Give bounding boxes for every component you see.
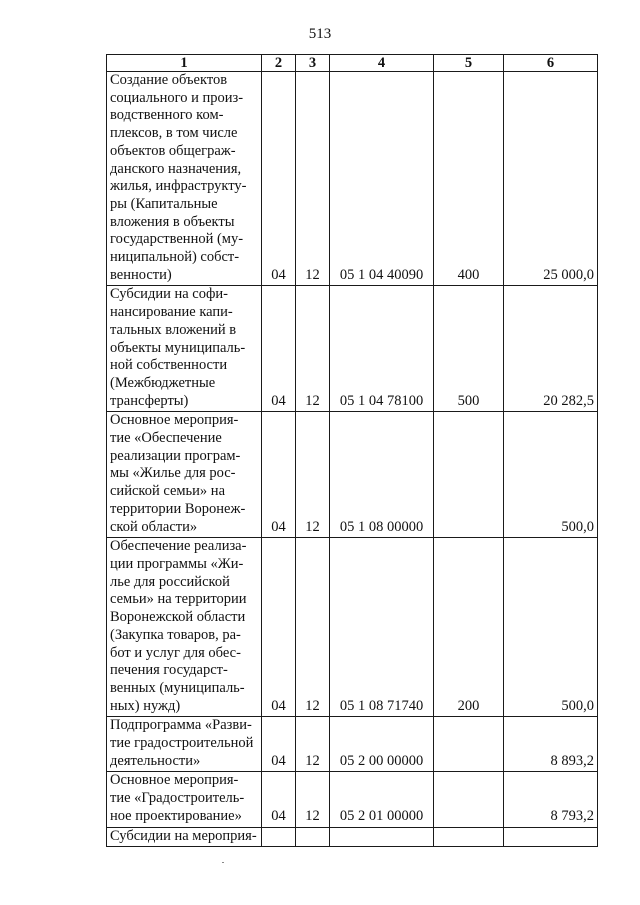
expense-type-code: 200 — [434, 538, 504, 717]
row-name: Основное мероприя- тие «Обеспечение реализации програм- мы «Жилье для рос- сийской семьи» на территории Воронеж- ской области» — [110, 412, 246, 535]
table-row — [107, 286, 598, 412]
subsection-code: 12 — [296, 286, 330, 412]
expense-type-code: 400 — [434, 72, 504, 286]
section-code — [262, 827, 296, 847]
table-row — [107, 717, 598, 772]
amount: 8 893,2 — [504, 717, 598, 772]
section-code: 04 — [262, 538, 296, 717]
table-row — [107, 827, 598, 847]
column-header-3: 3 — [296, 55, 330, 72]
page-number: 513 — [308, 26, 332, 42]
row-name: Обеспечение реализа- ции программы «Жи- лье для российской семьи» на территории Воронежской области (Закупка товаров, ра- бот и услуг для обес- печения государст- венных (муниципаль- ных) нужд) — [110, 538, 247, 714]
subsection-code: 12 — [296, 717, 330, 772]
table-row — [107, 538, 598, 717]
section-code: 04 — [262, 72, 296, 286]
row-name: Подпрограмма «Разви- тие градостроительной деятельности» — [110, 717, 254, 769]
expense-type-code — [434, 717, 504, 772]
column-header-1: 1 — [107, 55, 262, 72]
row-name: Основное мероприя- тие «Градостроитель- ное проектирование» — [110, 772, 245, 824]
table-header-row — [107, 55, 598, 72]
amount: 500,0 — [504, 538, 598, 717]
target-article-code: 05 1 04 40090 — [330, 72, 434, 286]
column-header-4: 4 — [330, 55, 434, 72]
column-header-5: 5 — [434, 55, 504, 72]
expense-type-code — [434, 412, 504, 538]
section-code: 04 — [262, 717, 296, 772]
target-article-code: 05 1 08 00000 — [330, 412, 434, 538]
column-header-2: 2 — [262, 55, 296, 72]
section-code: 04 — [262, 772, 296, 827]
target-article-code: 05 1 08 71740 — [330, 538, 434, 717]
subsection-code — [296, 827, 330, 847]
table-row — [107, 412, 598, 538]
row-name: Создание объектов социального и произ- водственного ком- плексов, в том числе объектов общеграж- данского назначения, жилья, инфраструкту- ры (Капитальные вложения в объекты государственной (му- ниципальной) собст- венности) — [110, 72, 247, 283]
expense-type-code: 500 — [434, 286, 504, 412]
amount: 20 282,5 — [504, 286, 598, 412]
subsection-code: 12 — [296, 538, 330, 717]
subsection-code: 12 — [296, 72, 330, 286]
amount: 8 793,2 — [504, 772, 598, 827]
budget-table — [106, 54, 598, 847]
target-article-code: 05 1 04 78100 — [330, 286, 434, 412]
amount: 500,0 — [504, 412, 598, 538]
target-article-code — [330, 827, 434, 847]
table-row — [107, 772, 598, 827]
table-row — [107, 72, 598, 286]
expense-type-code — [434, 827, 504, 847]
section-code: 04 — [262, 286, 296, 412]
expense-type-code — [434, 772, 504, 827]
scan-speck — [222, 862, 224, 863]
section-code: 04 — [262, 412, 296, 538]
amount — [504, 827, 598, 847]
row-name: Субсидии на софи- нансирование капи- тальных вложений в объекты муниципаль- ной собственности (Межбюджетные трансферты) — [110, 286, 246, 409]
amount: 25 000,0 — [504, 72, 598, 286]
target-article-code: 05 2 01 00000 — [330, 772, 434, 827]
subsection-code: 12 — [296, 772, 330, 827]
subsection-code: 12 — [296, 412, 330, 538]
column-header-6: 6 — [504, 55, 598, 72]
row-name: Субсидии на мероприя- — [110, 827, 257, 844]
target-article-code: 05 2 00 00000 — [330, 717, 434, 772]
